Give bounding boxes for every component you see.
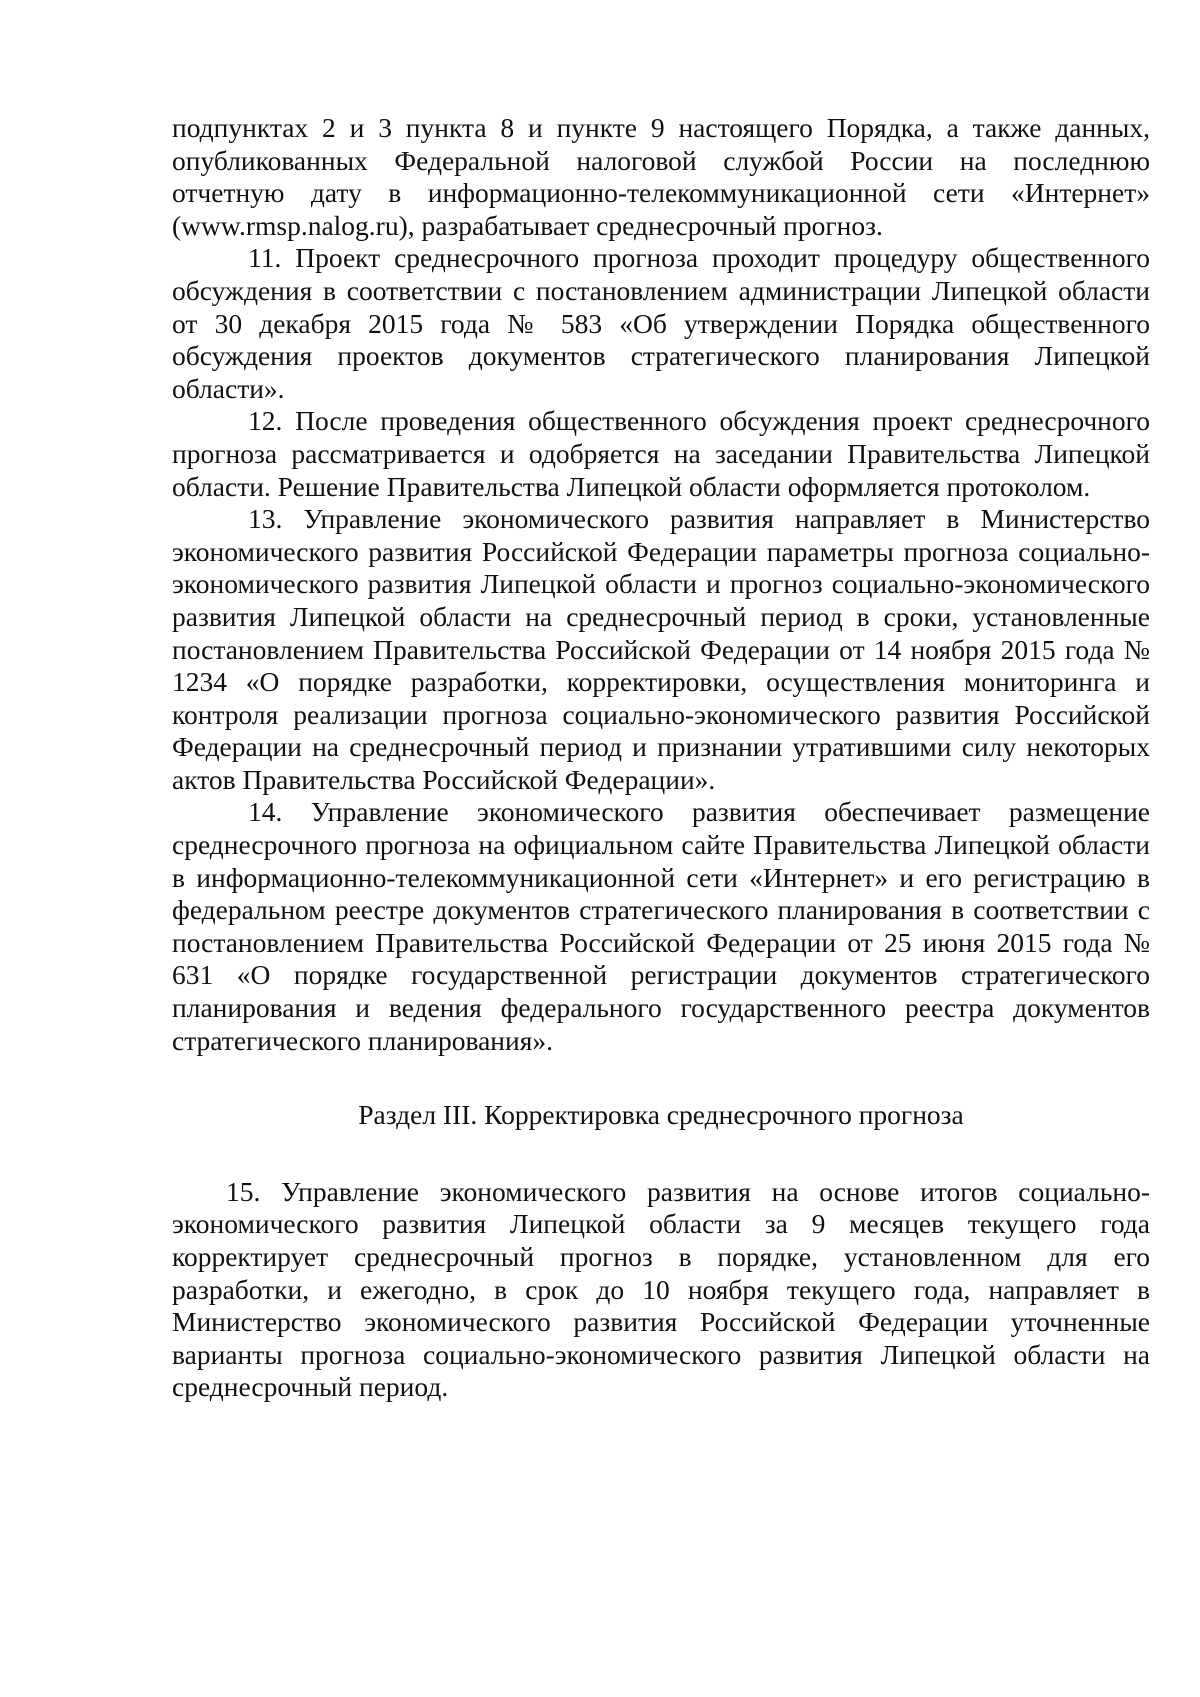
paragraph-continuation: подпунктах 2 и 3 пункта 8 и пункте 9 настоящего Порядка, а также данных, опубликованных Федеральной налоговой службой России на последнюю отчетную дату в информационно-телекоммуникационной сети «Интернет» (www.rmsp.nalog.ru), разрабатывает среднесрочный прогноз. [172, 112, 1150, 241]
paragraph-13: 13. Управление экономического развития направляет в Министерство экономического развития Российской Федерации параметры прогноза социально-экономического развития Липецкой области и прогноз социально-экономического развития Липецкой области на среднесрочный период в сроки, установленные постановлением Правительства Российской Федерации от 14 ноября 2015 года № 1234 «О порядке разработки, корректировки, осуществления мониторинга и контроля реализации прогноза социально-экономического развития Российской Федерации на среднесрочный период и признании утратившими силу некоторых актов Правительства Российской Федерации». [172, 503, 1150, 795]
paragraph-12: 12. После проведения общественного обсуждения проект среднесрочного прогноза рассматривается и одобряется на заседании Правительства Липецкой области. Решение Правительства Липецкой области оформляется протоколом. [172, 405, 1150, 502]
paragraph-11: 11. Проект среднесрочного прогноза проходит процедуру общественного обсуждения в соответствии с постановлением администрации Липецкой области от 30 декабря 2015 года № 583 «Об утверждении Порядка общественного обсуждения проектов документов стратегического планирования Липецкой области». [172, 242, 1150, 404]
paragraph-14: 14. Управление экономического развития обеспечивает размещение среднесрочного прогноза на официальном сайте Правительства Липецкой области в информационно-телекоммуникационной сети «Интернет» и его регистрацию в федеральном реестре документов стратегического планирования в соответствии с постановлением Правительства Российской Федерации от 25 июня 2015 года № 631 «О порядке государственной регистрации документов стратегического планирования и ведения федерального государственного реестра документов стратегического планирования». [172, 796, 1150, 1056]
section-heading: Раздел III. Корректировка среднесрочного прогноза [358, 1099, 964, 1131]
paragraph-15: 15. Управление экономического развития на основе итогов социально-экономического развития Липецкой области за 9 месяцев текущего года корректирует среднесрочный прогноз в порядке, установленном для его разработки, и ежегодно, в срок до 10 ноября текущего года, направляет в Министерство экономического развития Российской Федерации уточненные варианты прогноза социально-экономического развития Липецкой области на среднесрочный период. [172, 1175, 1150, 1403]
